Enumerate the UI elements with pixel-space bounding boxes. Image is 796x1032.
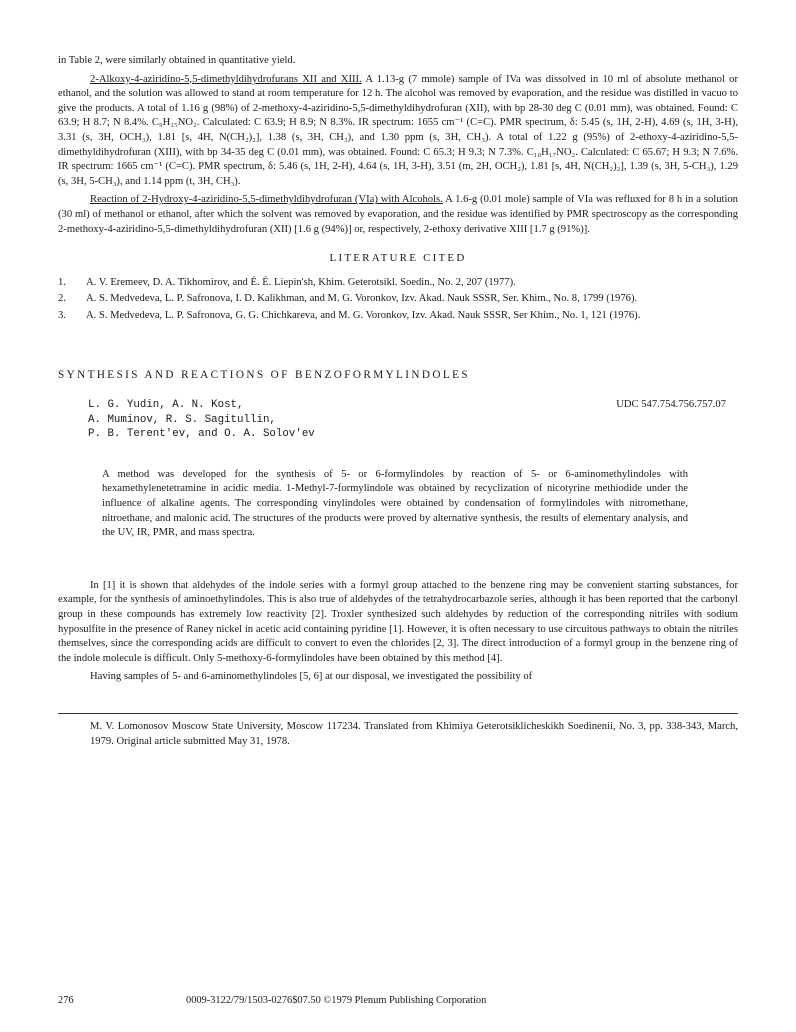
section-alkoxy-text: A 1.13-g (7 mmole) sample of IVa was dissolved in 10 ml of absolute methanol or ethanol, and the solution was allowed to stand at room temperature for 12 h. The alcohol was removed by evaporation, and the residue was distilled in vacuo to give the products. A total of 1.16 g (98%) of 2-methoxy-4-aziridino-5,5-dimethyldihydrofuran (XII), with bp 28-30 deg C (0.01 mm), was obtained. Found: C 63.9; H 8.7; N 8.4%. C₉H₁₅NO₂. Calculated: C 63.9; H 8.9; N 8.3%. IR spectrum: 1655 cm⁻¹ (C=C). PMR spectrum, δ: 5.45 (s, 1H, 2-H), 4.69 (s, 1H, 3-H), 3.31 (s, 3H, OCH₃), 1.81 [s, 4H, N(CH₂)₂], 1.38 (s, 3H, CH₃), and 1.30 ppm (s, 3H, CH₃). A total of 1.22 g (95%) of 2-ethoxy-4-aziridino-5,5-dimethyldihydrofuran (XIII), with bp 34-35 deg C (0.01 mm), was obtained. Found: C 65.3; H 9.3; N 7.3%. C₁₀H₁₇NO₂. Calculated: C 65.67; H 9.3; N 7.6%. IR spectrum: 1665 cm⁻¹ (C=C). PMR spectrum, δ: 5.46 (s, 1H, 2-H), 4.64 (s, 1H, 3-H), 3.51 (m, 2H, OCH₂), 1.81 [s, 4H, N(CH₂)₂], 1.39 (s, 3H, 5-CH₃), 1.29 (s, 3H, 5-CH₃), and 1.14 ppm (t, 3H, CH₃).	[58, 73, 738, 187]
article-title: SYNTHESIS AND REACTIONS OF BENZOFORMYLINDOLES	[58, 368, 470, 381]
section-alkoxy	[58, 73, 738, 190]
udc-code: UDC 547.754.756.757.07	[616, 399, 726, 411]
copyright-line: 0009-3122/79/1503-0276$07.50 ©1979 Plenum Publishing Corporation	[186, 995, 487, 1006]
footnote-divider	[58, 713, 738, 714]
reference-item	[58, 292, 738, 307]
reference-text: A. V. Eremeev, D. A. Tikhomirov, and É. É. Liepin'sh, Khim. Geterotsikl. Soedin., No. 2, 207 (1977).	[86, 276, 516, 288]
section-hydroxy-heading: Reaction of 2-Hydroxy-4-aziridino-5,5-dimethyldihydrofuran (VIa) with Alcohols.	[90, 194, 443, 206]
section-hydroxy-text: A 1.6-g (0.01 mole) sample of VIa was refluxed for 8 h in a solution (30 ml) of methanol or ethanol, after which the solvent was removed by evaporation, and the residue was identified by PMR spectroscopy as the corresponding 2-methoxy-4-aziridino-5,5-dimethyldihydrofuran (XII) [1.6 g (94%)] or, respectively, 2-ethoxy derivative XIII [1.7 g (91%)].	[58, 194, 738, 235]
reference-text: A. S. Medvedeva, L. P. Safronova, I. D. Kalikhman, and M. G. Voronkov, Izv. Akad. Nauk SSSR, Ser. Khim., No. 8, 1799 (1976).	[86, 293, 638, 305]
affiliation-footnote: M. V. Lomonosov Moscow State University, Moscow 117234. Translated from Khimiya Geterotsiklicheskikh Soedinenii, No. 3, pp. 338-343, March, 1979. Original article submitted May 31, 1978.	[90, 721, 738, 747]
top-paragraph: in Table 2, were similarly obtained in quantitative yield.	[58, 55, 296, 66]
reference-item	[58, 309, 738, 324]
introduction	[58, 579, 738, 685]
abstract	[102, 468, 688, 541]
reference-text: A. S. Medvedeva, L. P. Safronova, G. G. Chichkareva, and M. G. Voronkov, Izv. Akad. Nauk SSSR, Ser Khim., No. 1, 121 (1976).	[86, 309, 641, 321]
page-number: 276	[58, 995, 74, 1006]
author-list	[88, 398, 315, 442]
reference-number: 3.	[58, 309, 66, 321]
intro-paragraph: Having samples of 5- and 6-aminomethylindoles [5, 6] at our disposal, we investigated the possibility of	[90, 671, 533, 683]
section-hydroxy	[58, 193, 738, 237]
abstract-text: A method was developed for the synthesis of 5- or 6-formylindoles by reaction of 5- or 6-aminomethylindoles with hexamethylenetetramine in acidic media. 1-Methyl-7-formylindole was obtained by recyclization of nicotyrine methiodide under the influence of alkaline agents. The corresponding vinylindoles were obtained by condensation of formylindoles with nitromethane, nitroethane, and malonic acid. The structures of the products were proved by alternative synthesis, the results of elementary analysis, and the UV, IR, PMR, and mass spectra.	[102, 468, 688, 539]
section-alkoxy-heading: 2-Alkoxy-4-aziridino-5,5-dimethyldihydrofurans XII and XIII.	[90, 73, 362, 85]
author-line: P. B. Terent'ev, and O. A. Solov'ev	[88, 428, 315, 441]
authors-row	[88, 398, 738, 442]
reference-list	[58, 276, 738, 324]
literature-cited-heading: LITERATURE CITED	[329, 252, 467, 265]
reference-number: 2.	[58, 293, 66, 305]
reference-number: 1.	[58, 276, 66, 288]
paper-page	[58, 54, 738, 749]
author-line: L. G. Yudin, A. N. Kost,	[88, 399, 244, 412]
page-footer	[58, 994, 738, 1009]
author-line: A. Muminov, R. S. Sagitullin,	[88, 413, 276, 426]
reference-item	[58, 276, 738, 291]
intro-paragraph: In [1] it is shown that aldehydes of the indole series with a formyl group attached to the benzene ring may be convenient starting substances, for example, for the synthesis of aminoethylindoles. This is also true of aldehydes of the tetrahydrocarbazole series, although it has been reported that the carbonyl group in these compounds has extremely low reactivity [2]. Troxler synthesized such aldehydes by reduction of the corresponding nitriles with sodium hyposulfite in the presence of Raney nickel in acetic acid containing pyridine [1]. However, it is often necessary to use circuitous pathways to obtain the nitriles themselves, since the corresponding acids are difficult to convert to even the chlorides [2, 3]. The direct introduction of a formyl group in the benzene ring of the indole molecule is difficult. Only 5-methoxy-6-formylindoles have been obtained by this method [4].	[58, 579, 738, 664]
